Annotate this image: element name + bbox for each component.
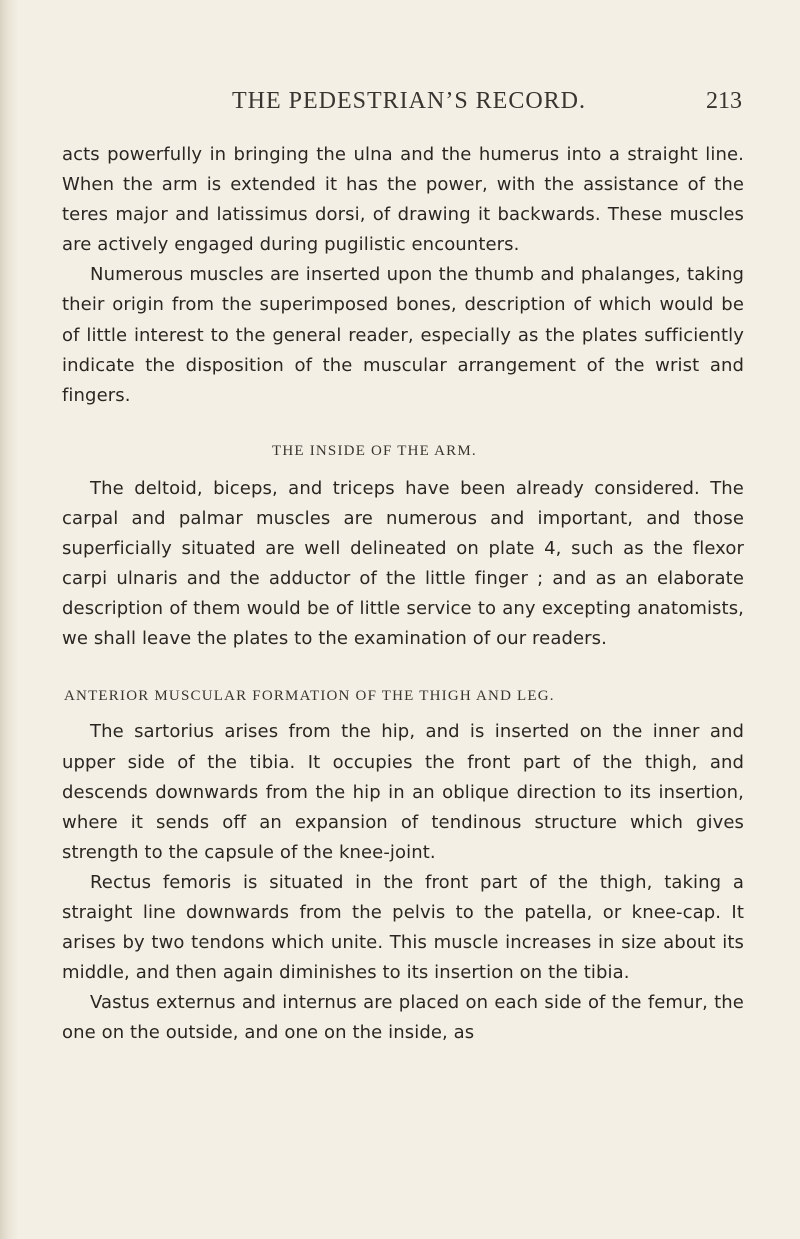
paragraph: Vastus externus and internus are placed on each side of the femur, the one on the outside, and one on the inside, as xyxy=(62,992,744,1044)
page-number: 213 xyxy=(706,88,742,114)
running-head: THE PEDESTRIAN’S RECORD. xyxy=(232,88,587,114)
section-heading: THE INSIDE OF THE ARM. xyxy=(272,442,477,459)
paragraph: Numerous muscles are inserted upon the thumb and phalanges, taking their origin from the superimposed bones, description of which would be of little interest to the general reader, especially as the plates sufficiently indicate the disposition of the muscular arrangement of the wrist and fingers. xyxy=(62,264,744,406)
page-gutter-shadow xyxy=(0,0,18,1239)
page-header xyxy=(62,88,744,128)
paragraph: acts powerfully in bringing the ulna and the humerus into a straight line. When the arm is extended it has the power, with the assistance of the teres major and latissimus dorsi, of drawing it backwards. These muscles are actively engaged during pugilistic encounters. xyxy=(62,144,744,256)
paragraph: Rectus femoris is situated in the front part of the thigh, taking a straight line downwards from the pelvis to the patella, or knee-cap. It arises by two tendons which unite. This muscle increases in size about its middle, and then again diminishes to its insertion on the tibia. xyxy=(62,871,744,984)
paragraph: The deltoid, biceps, and triceps have been already considered. The carpal and palmar muscles are numerous and important, and those superficially situated are well delineated on plate 4, such as the flexor carpi ulnaris and the adductor of the little finger ; and as an elaborate description of them would be of little service to any excepting anatomists, we shall leave the plates to the examination of our readers. xyxy=(62,477,744,650)
paragraph: The sartorius arises from the hip, and is inserted on the inner and upper side of the tibia. It occupies the front part of the thigh, and descends downwards from the hip in an oblique direction to its insertion, where it sends off an expansion of tendinous structure which gives strength to the capsule of the knee-joint. xyxy=(62,721,744,863)
section-heading: ANTERIOR MUSCULAR FORMATION OF THE THIGH AND LEG. xyxy=(64,688,555,705)
body-text xyxy=(62,140,744,1048)
